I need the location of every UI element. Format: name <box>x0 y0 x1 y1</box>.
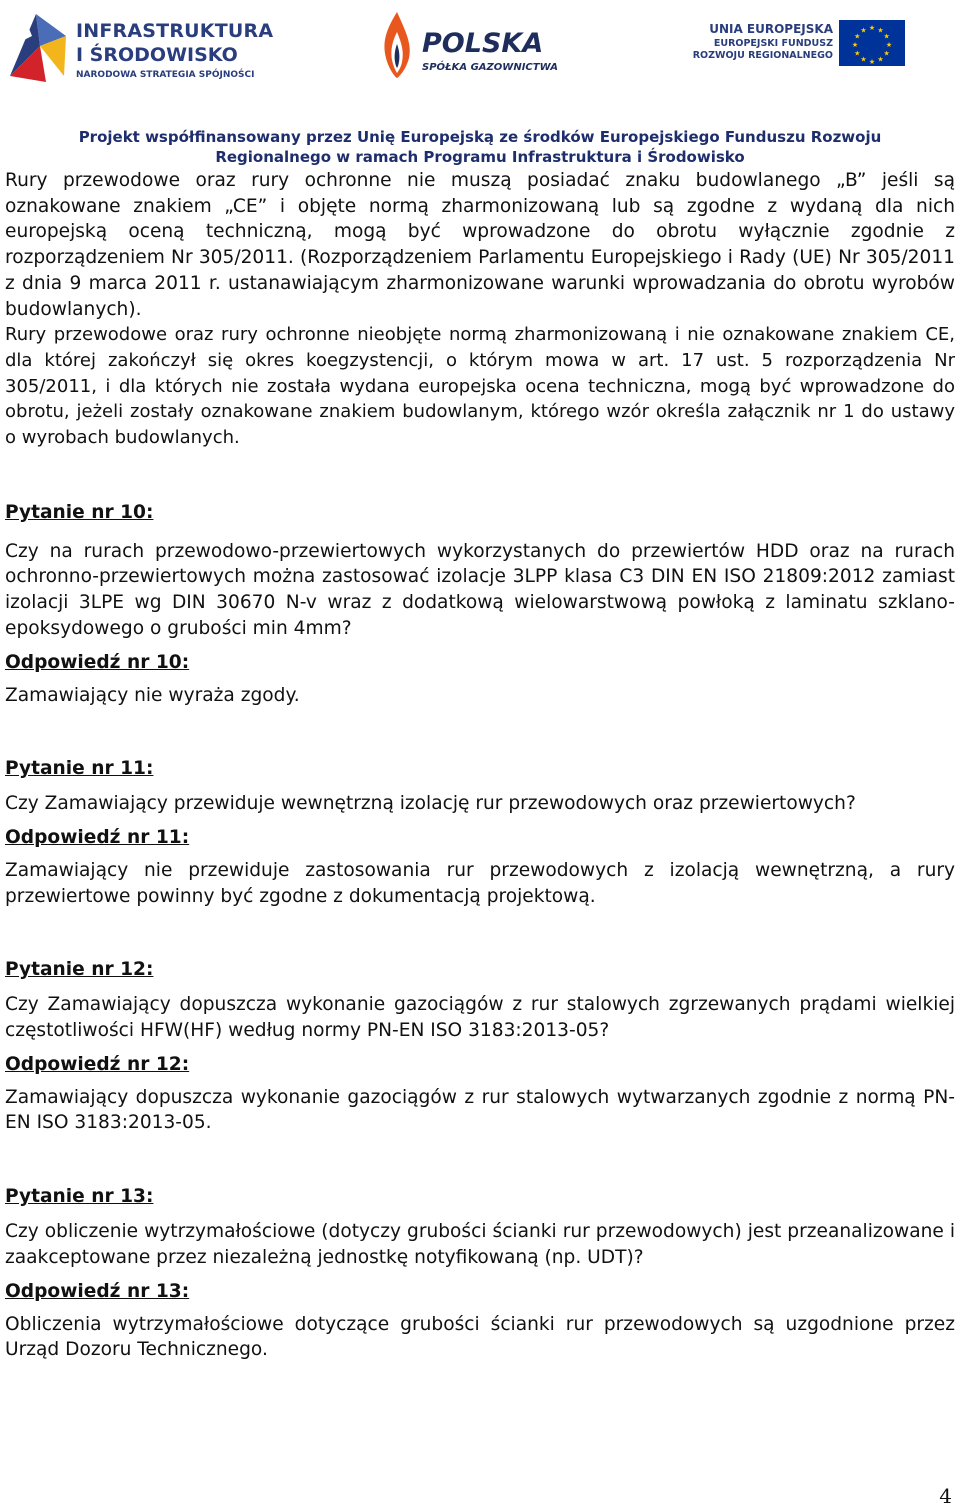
answer-11-label: Odpowiedź nr 11: <box>5 826 190 848</box>
infra-logo-line2: I ŚRODOWISKO <box>76 44 238 66</box>
svg-text:★: ★ <box>860 55 867 64</box>
flame-icon <box>380 10 414 80</box>
polska-logo-subtitle: SPÓŁKA GAZOWNICTWA <box>422 62 558 73</box>
page-number: 4 <box>939 1484 952 1508</box>
question-11-text: Czy Zamawiający przewiduje wewnętrzną izolację rur przewodowych oraz przewiertowych? <box>5 793 856 815</box>
svg-text:★: ★ <box>885 41 893 49</box>
polska-spolka-gazownictwa-logo <box>380 10 580 80</box>
eu-logo <box>670 20 905 80</box>
eu-logo-line1: UNIA EUROPEJSKA <box>709 22 833 36</box>
question-13-label: Pytanie nr 13: <box>5 1186 154 1208</box>
answer-12-label: Odpowiedź nr 12: <box>5 1053 190 1075</box>
infra-logo-line3: NARODOWA STRATEGIA SPÓJNOŚCI <box>76 70 255 80</box>
svg-text:★: ★ <box>877 55 884 64</box>
svg-text:★: ★ <box>854 49 861 58</box>
svg-text:★: ★ <box>854 32 861 41</box>
answer-13-text: Obliczenia wytrzymałościowe dotyczące grubości ścianki rur przewodowych są uzgodnione przez Urząd Dozoru Technicznego. <box>5 1313 955 1361</box>
eu-logo-line2: EUROPEJSKI FUNDUSZ <box>713 38 833 49</box>
polska-logo-title: POLSKA <box>422 28 544 59</box>
question-11-label: Pytanie nr 11: <box>5 758 154 780</box>
svg-text:★: ★ <box>868 58 876 66</box>
project-funding-line-1: Projekt współfinansowany przez Unię Europejską ze środków Europejskiego Funduszu Rozwoju <box>78 128 882 146</box>
svg-text:★: ★ <box>860 26 867 35</box>
question-12-text: Czy Zamawiający dopuszcza wykonanie gazociągów z rur stalowych zgrzewanych prądami wielkiej częstotliwości HFW(HF) według normy PN-EN ISO 3183:2013-05? <box>5 994 955 1042</box>
infra-logo-line1: INFRASTRUKTURA <box>76 20 274 42</box>
answer-10-label: Odpowiedź nr 10: <box>5 651 190 673</box>
svg-text:★: ★ <box>851 41 859 49</box>
eu-flag-icon <box>839 20 905 66</box>
document-body <box>5 168 955 1363</box>
answer-11-text: Zamawiający nie przewiduje zastosowania rur przewodowych z izolacją wewnętrzną, a rury przewiertowe powinny być zgodne z dokumentacją projektową. <box>5 859 955 907</box>
project-funding-line-2: Regionalnego w ramach Programu Infrastruktura i Środowisko <box>215 148 745 166</box>
answer-13-label: Odpowiedź nr 13: <box>5 1280 190 1302</box>
answer-12-text: Zamawiający dopuszcza wykonanie gazociągów z rur stalowych wytwarzanych zgodnie z normą PN-EN ISO 3183:2013-05. <box>5 1086 955 1134</box>
page-header <box>0 0 960 125</box>
question-13-text: Czy obliczenie wytrzymałościowe (dotyczy grubości ścianki rur przewodowych) jest przeanalizowane i zaakceptowane przez niezależną jednostkę notyfikowaną (np. UDT)? <box>5 1221 955 1268</box>
intro-paragraph-1: Rury przewodowe oraz rury ochronne nie muszą posiadać znaku budowlanego „B” jeśli są oznakowane znakiem „CE” i objęte normą zharmonizowaną lub są zgodne z wydaną dla nich europejską oceną techniczną, mogą być wprowadzone do obrotu wyłącznie zgodnie z rozporządzeniem Nr 305/2011. (Rozporządzeniem Parlamentu Europejskiego i Rady (UE) Nr 305/2011 z dnia 9 marca 2011 r. ustanawiającym zharmonizowane warunki wprowadzania do obrotu wyrobów budowlanych). <box>5 170 955 320</box>
infrastruktura-logo <box>6 6 274 86</box>
question-12-label: Pytanie nr 12: <box>5 959 154 981</box>
question-10-text: Czy na rurach przewodowo-przewiertowych wykorzystanych do przewiertów HDD oraz na rurach ochronno-przewiertowych można zastosować izolacje 3LPP klasa C3 DIN EN ISO 21809:2012 zamiast izolacji 3LPE wg DIN 30670 N-v wraz z dodatkową wielowarstwową powłoką z laminatu szklano-epoksydowego o grubości min 4mm? <box>5 540 955 639</box>
svg-text:★: ★ <box>877 26 884 35</box>
eu-logo-line3: ROZWOJU REGIONALNEGO <box>692 50 833 61</box>
question-10-label: Pytanie nr 10: <box>5 501 154 523</box>
infrastruktura-mark-icon <box>6 6 70 86</box>
svg-text:★: ★ <box>883 32 890 41</box>
intro-paragraph-2: Rury przewodowe oraz rury ochronne nieobjęte normą zharmonizowaną i nie oznakowane znakiem CE, dla której zakończył się okres koegzystencji, o którym mowa w art. 17 ust. 5 rozporządzenia Nr 305/2011, i dla których nie została wydana europejska ocena techniczna, mogą być wprowadzone do obrotu, jeżeli zostały oznakowane znakiem budowlanym, którego wzór określa załącznik nr 1 do ustawy o wyrobach budowlanych. <box>5 324 955 449</box>
svg-text:★: ★ <box>883 49 890 58</box>
svg-text:★: ★ <box>868 24 876 32</box>
answer-10-text: Zamawiający nie wyraża zgody. <box>5 684 300 706</box>
